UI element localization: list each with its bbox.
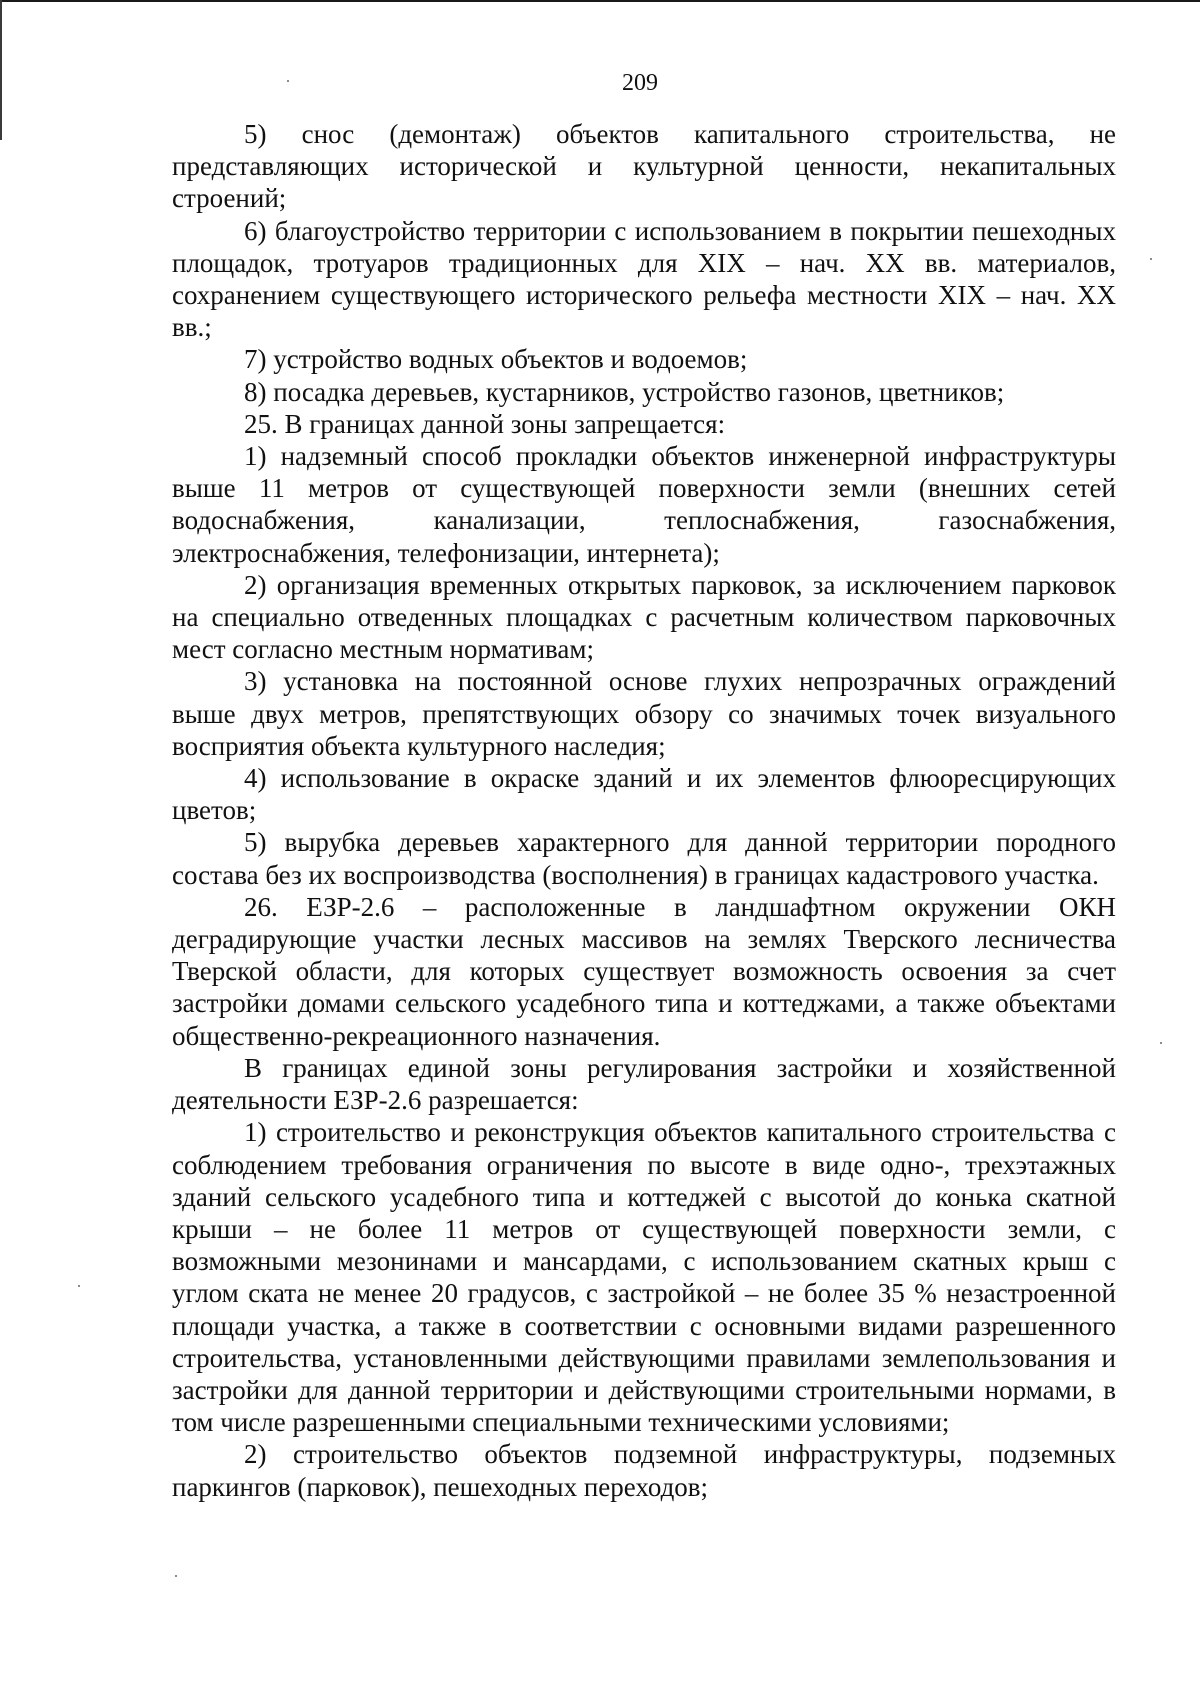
zone-permissions-intro: В границах единой зоны регулирования застройки и хозяйственной деятельности ЕЗР-2.6 разрешается: <box>172 1052 1116 1116</box>
page-number: 209 <box>622 70 658 96</box>
list-item-underground-infrastructure: 2) строительство объектов подземной инфраструктуры, подземных паркингов (парковок), пешеходных переходов; <box>172 1439 1116 1502</box>
list-item-fluorescent-colors: 4) использование в окраске зданий и их элементов флюоресцирующих цветов; <box>172 763 1116 826</box>
list-item-temporary-parking: 2) организация временных открытых парковок, за исключением парковок на специально отведенных площадках с расчетным количеством парковочных мест согласно местным нормативам; <box>172 569 1116 665</box>
list-item-construction: 1) строительство и реконструкция объектов капитального строительства с соблюдением требования ограничения по высоте в виде одно-, трехэтажных зданий сельского усадебного типа и коттеджей с высотой до конька скатной крыши – не более 11 метров от существующей поверхности земли, с возможными мезонинами и мансардами, с использованием скатных крыш с углом ската не менее 20 градусов, с застройкой – не более 35 % незастроенной площади участка, а также в соответствии с основными видами разрешенного строительства, установленными действующими правилами землепользования и застройки для данной территории и действующими строительными нормами, в том числе разрешенными специальными техническими условиями; <box>172 1117 1116 1438</box>
list-item-landscaping: 6) благоустройство территории с использованием в покрытии пешеходных площадок, тротуаров традиционных для XIX – нач. XX вв. материалов, сохранением существующего исторического рельефа местности XIX – нач. XX вв.; <box>172 215 1116 343</box>
scan-speck <box>78 1285 80 1287</box>
section-heading-26: 26. ЕЗР-2.6 – расположенные в ландшафтном окружении ОКН деградирующие участки лесных массивов на землях Тверского лесничества Тверской области, для которых существует возможность освоения за счет застройки домами сельского усадебного типа и коттеджами, а также объектами общественно-рекреационного назначения. <box>172 891 1116 1051</box>
list-item-water-objects: 7) устройство водных объектов и водоемов; <box>244 344 748 375</box>
section-heading-25: 25. В границах данной зоны запрещается: <box>244 408 726 439</box>
list-item-fences: 3) установка на постоянной основе глухих непрозрачных ограждений выше двух метров, препятствующих обзору со значимых точек визуального восприятия объекта культурного наследия; <box>172 666 1116 761</box>
scan-speck <box>287 80 289 82</box>
scan-speck <box>1160 1042 1162 1044</box>
list-item-planting: 8) посадка деревьев, кустарников, устройство газонов, цветников; <box>244 376 1005 407</box>
list-item-overhead-utilities: 1) надземный способ прокладки объектов инженерной инфраструктуры выше 11 метров от существующей поверхности земли (внешних сетей водоснабжения, канализации, теплоснабжения, газоснабжения, электроснабжения, телефонизации, интернета); <box>172 441 1116 568</box>
list-item-tree-felling: 5) вырубка деревьев характерного для данной территории породного состава без их воспроизводства (восполнения) в границах кадастрового участка. <box>172 827 1116 890</box>
document-body <box>172 118 1116 1503</box>
scan-speck <box>1150 258 1152 260</box>
scan-edge-top <box>0 0 1200 2</box>
list-item-demolition: 5) снос (демонтаж) объектов капитального строительства, не представляющих исторической и культурной ценности, некапитальных строений; <box>172 119 1116 214</box>
scan-speck <box>175 1575 177 1577</box>
